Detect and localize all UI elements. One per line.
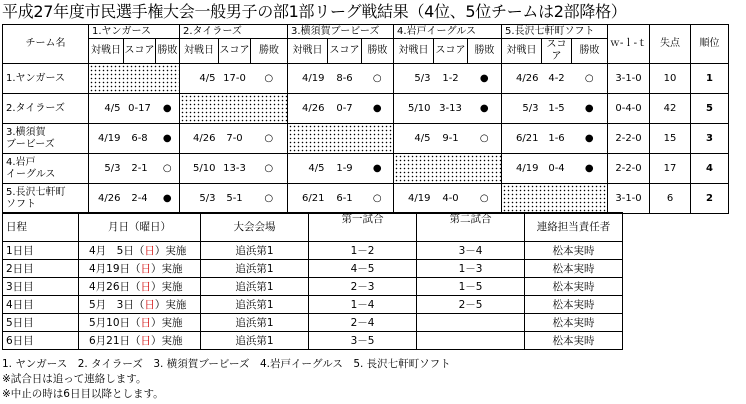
match-result: ○ xyxy=(362,184,394,214)
match-result: ○ xyxy=(156,154,180,184)
team-row xyxy=(3,154,729,184)
match-date: 6/21 xyxy=(288,184,328,214)
team-name xyxy=(3,124,89,154)
first-game: 2－3 xyxy=(309,278,417,296)
match-result: ○ xyxy=(251,64,288,94)
date-header: 月日（曜日） xyxy=(79,213,201,242)
date-subheader: 対戦日 xyxy=(394,39,434,64)
schedule-date xyxy=(79,278,201,296)
contact-person: 松本実時 xyxy=(525,242,623,260)
opponent-header: 1.ヤンガース xyxy=(89,25,180,39)
second-game: 2－5 xyxy=(417,296,525,314)
contact-person: 松本実時 xyxy=(525,314,623,332)
match-score: 0-7 xyxy=(328,94,362,124)
contact-person: 松本実時 xyxy=(525,260,623,278)
points-header: 失点 xyxy=(650,25,691,64)
match-date: 4/5 xyxy=(394,124,434,154)
win-loss-tie: 2-2-0 xyxy=(608,154,650,184)
weekday: 日 xyxy=(140,262,152,275)
team-name-line: ソフト xyxy=(6,198,36,210)
date-prefix: 4月19日（ xyxy=(89,262,141,275)
team-name xyxy=(3,184,89,214)
match-date: 5/3 xyxy=(180,184,219,214)
note-schedule: ※試合日は追って連絡します。 xyxy=(2,373,147,385)
date-suffix: ）実施 xyxy=(154,244,187,257)
weekday: 日 xyxy=(144,244,155,257)
rank: 3 xyxy=(691,124,729,154)
weekday: 日 xyxy=(140,334,152,347)
match-result: ○ xyxy=(362,64,394,94)
team-row xyxy=(3,124,729,154)
score-subheader: スコア xyxy=(328,39,362,64)
self-match-cell xyxy=(502,184,608,214)
schedule-row xyxy=(3,260,623,278)
result-subheader: 勝敗 xyxy=(251,39,288,64)
team-name-line: 4.岩戸 xyxy=(6,156,36,168)
game1-header: 第一試合 xyxy=(309,213,417,242)
match-score: 1-2 xyxy=(434,64,468,94)
match-result: ● xyxy=(362,154,394,184)
rank-header: 順位 xyxy=(691,25,729,64)
date-subheader: 対戦日 xyxy=(89,39,124,64)
schedule-row xyxy=(3,278,623,296)
schedule-date xyxy=(79,314,201,332)
score-subheader: スコア xyxy=(219,39,251,64)
match-date: 4/19 xyxy=(502,154,542,184)
second-game: 1－3 xyxy=(417,260,525,278)
match-date: 4/26 xyxy=(288,94,328,124)
contact-person: 松本実時 xyxy=(525,296,623,314)
match-date: 5/10 xyxy=(180,154,219,184)
team-row xyxy=(3,64,729,94)
schedule-venue: 追浜第1 xyxy=(201,332,309,350)
win-loss-tie: 0-4-0 xyxy=(608,94,650,124)
date-prefix: 4月 5日（ xyxy=(89,244,145,257)
match-result: ○ xyxy=(468,124,502,154)
team-name-line: 3.横須賀 xyxy=(6,126,46,138)
match-result: ○ xyxy=(468,184,502,214)
match-result: ○ xyxy=(251,124,288,154)
opponent-header: 4.岩戸イーグルス xyxy=(394,25,502,39)
schedule-venue: 追浜第1 xyxy=(201,278,309,296)
match-date: 5/3 xyxy=(502,94,542,124)
note-cancellation: ※中止の時は6日目以降とします。 xyxy=(2,388,164,400)
day-header: 日程 xyxy=(3,213,79,242)
points-allowed: 42 xyxy=(650,94,691,124)
weekday: 日 xyxy=(140,280,152,293)
schedule-date xyxy=(79,242,201,260)
first-game: 2－4 xyxy=(309,314,417,332)
schedule-day: 6日目 xyxy=(3,332,79,350)
match-score: 13-3 xyxy=(219,154,251,184)
match-score: 3-13 xyxy=(434,94,468,124)
match-date: 4/26 xyxy=(180,124,219,154)
match-date: 4/26 xyxy=(502,64,542,94)
points-allowed: 10 xyxy=(650,64,691,94)
first-game: 1－2 xyxy=(309,242,417,260)
match-result: ● xyxy=(572,124,608,154)
date-prefix: 6月21日（ xyxy=(89,334,141,347)
schedule-table xyxy=(2,212,623,350)
date-suffix: ）実施 xyxy=(151,316,183,329)
weekday: 日 xyxy=(140,316,152,329)
league-results-table xyxy=(2,24,729,214)
second-game: 3－4 xyxy=(417,242,525,260)
match-date: 4/5 xyxy=(288,154,328,184)
team-name-line: 2.タイラーズ xyxy=(6,102,65,114)
contact-header: 連絡担当責任者 xyxy=(525,213,623,242)
schedule-row xyxy=(3,332,623,350)
date-suffix: ）実施 xyxy=(154,298,187,311)
match-result: ○ xyxy=(572,64,608,94)
match-score: 2-4 xyxy=(124,184,156,214)
date-prefix: 5月10日（ xyxy=(89,316,141,329)
match-date: 5/3 xyxy=(394,64,434,94)
schedule-row xyxy=(3,314,623,332)
points-allowed: 15 xyxy=(650,124,691,154)
self-match-cell xyxy=(288,124,394,154)
date-prefix: 4月26日（ xyxy=(89,280,141,293)
schedule-day: 1日目 xyxy=(3,242,79,260)
match-date: 5/10 xyxy=(394,94,434,124)
schedule-day: 4日目 xyxy=(3,296,79,314)
match-score: 6-8 xyxy=(124,124,156,154)
schedule-row xyxy=(3,242,623,260)
match-date: 5/3 xyxy=(89,154,124,184)
team-row xyxy=(3,184,729,214)
wlt-header: ｗ-ｌ-ｔ xyxy=(608,25,650,64)
match-score: 5-1 xyxy=(219,184,251,214)
notes xyxy=(2,357,451,402)
points-allowed: 6 xyxy=(650,184,691,214)
self-match-cell xyxy=(394,154,502,184)
schedule-day: 2日目 xyxy=(3,260,79,278)
match-result: ● xyxy=(468,64,502,94)
match-score: 17-0 xyxy=(219,64,251,94)
venue-header: 大会会場 xyxy=(201,213,309,242)
match-score: 0-4 xyxy=(542,154,572,184)
result-subheader: 勝敗 xyxy=(156,39,180,64)
match-date: 4/26 xyxy=(89,184,124,214)
game2-header: 第二試合 xyxy=(417,213,525,242)
rank: 4 xyxy=(691,154,729,184)
match-score: 1-5 xyxy=(542,94,572,124)
team-name-line: イーグルス xyxy=(6,168,56,180)
date-subheader: 対戦日 xyxy=(288,39,328,64)
contact-person: 松本実時 xyxy=(525,278,623,296)
second-game: 1－5 xyxy=(417,278,525,296)
first-game: 3－5 xyxy=(309,332,417,350)
rank: 1 xyxy=(691,64,729,94)
match-score: 1-9 xyxy=(328,154,362,184)
schedule-row xyxy=(3,296,623,314)
match-date: 4/19 xyxy=(394,184,434,214)
result-subheader: 勝敗 xyxy=(362,39,394,64)
match-date: 4/5 xyxy=(89,94,124,124)
schedule-date xyxy=(79,260,201,278)
match-result: ● xyxy=(156,94,180,124)
contact-person: 松本実時 xyxy=(525,332,623,350)
team-name xyxy=(3,154,89,184)
score-subheader: スコア xyxy=(124,39,156,64)
schedule-day: 3日目 xyxy=(3,278,79,296)
match-result: ● xyxy=(156,184,180,214)
match-score: 0-17 xyxy=(124,94,156,124)
date-subheader: 対戦日 xyxy=(180,39,219,64)
schedule-venue: 追浜第1 xyxy=(201,260,309,278)
match-score: 1-6 xyxy=(542,124,572,154)
opponent-header: 5.長沢七軒町ソフト xyxy=(502,25,608,39)
match-result: ● xyxy=(572,94,608,124)
team-name-line: 5.長沢七軒町 xyxy=(6,186,66,198)
match-result: ● xyxy=(572,154,608,184)
date-subheader: 対戦日 xyxy=(502,39,542,64)
schedule-date xyxy=(79,332,201,350)
points-allowed: 17 xyxy=(650,154,691,184)
first-game: 1－4 xyxy=(309,296,417,314)
match-score: 9-1 xyxy=(434,124,468,154)
match-score: 4-2 xyxy=(542,64,572,94)
match-date: 4/19 xyxy=(89,124,124,154)
team-legend: 1. ヤンガース 2. タイラーズ 3. 横須賀ブービーズ 4.岩戸イーグルス 5. 長沢七軒町ソフト xyxy=(2,358,451,370)
match-score: 7-0 xyxy=(219,124,251,154)
match-result: ○ xyxy=(251,154,288,184)
match-date: 4/19 xyxy=(288,64,328,94)
match-result: ● xyxy=(362,94,394,124)
result-subheader: 勝敗 xyxy=(468,39,502,64)
match-date: 4/5 xyxy=(180,64,219,94)
date-suffix: ）実施 xyxy=(151,280,183,293)
win-loss-tie: 3-1-0 xyxy=(608,184,650,214)
opponent-header: 3.横須賀ブービーズ xyxy=(288,25,394,39)
date-prefix: 5月 3日（ xyxy=(89,298,145,311)
team-column-header: チーム名 xyxy=(3,25,89,64)
schedule-venue: 追浜第1 xyxy=(201,314,309,332)
team-name xyxy=(3,94,89,124)
win-loss-tie: 3-1-0 xyxy=(608,64,650,94)
match-result: ● xyxy=(468,94,502,124)
weekday: 日 xyxy=(144,298,155,311)
score-subheader: スコア xyxy=(542,39,572,64)
schedule-date xyxy=(79,296,201,314)
team-row xyxy=(3,94,729,124)
match-result: ● xyxy=(156,124,180,154)
score-subheader: スコア xyxy=(434,39,468,64)
match-date: 6/21 xyxy=(502,124,542,154)
schedule-venue: 追浜第1 xyxy=(201,242,309,260)
match-result: ○ xyxy=(251,184,288,214)
result-subheader: 勝敗 xyxy=(572,39,608,64)
opponent-header: 2.タイラーズ xyxy=(180,25,288,39)
second-game xyxy=(417,314,525,332)
self-match-cell xyxy=(89,64,180,94)
win-loss-tie: 2-2-0 xyxy=(608,124,650,154)
match-score: 6-1 xyxy=(328,184,362,214)
second-game xyxy=(417,332,525,350)
first-game: 4－5 xyxy=(309,260,417,278)
date-suffix: ）実施 xyxy=(151,262,183,275)
page-title: 平成27年度市民選手権大会一般男子の部1部リーグ戦結果（4位、5位チームは2部降格） xyxy=(2,2,627,21)
team-name-line: ブービーズ xyxy=(6,138,55,150)
rank: 2 xyxy=(691,184,729,214)
rank: 5 xyxy=(691,94,729,124)
match-score: 8-6 xyxy=(328,64,362,94)
self-match-cell xyxy=(180,94,288,124)
schedule-day: 5日目 xyxy=(3,314,79,332)
date-suffix: ）実施 xyxy=(151,334,183,347)
team-name xyxy=(3,64,89,94)
match-score: 4-0 xyxy=(434,184,468,214)
team-name-line: 1.ヤンガース xyxy=(6,72,65,84)
match-score: 2-1 xyxy=(124,154,156,184)
schedule-venue: 追浜第1 xyxy=(201,296,309,314)
